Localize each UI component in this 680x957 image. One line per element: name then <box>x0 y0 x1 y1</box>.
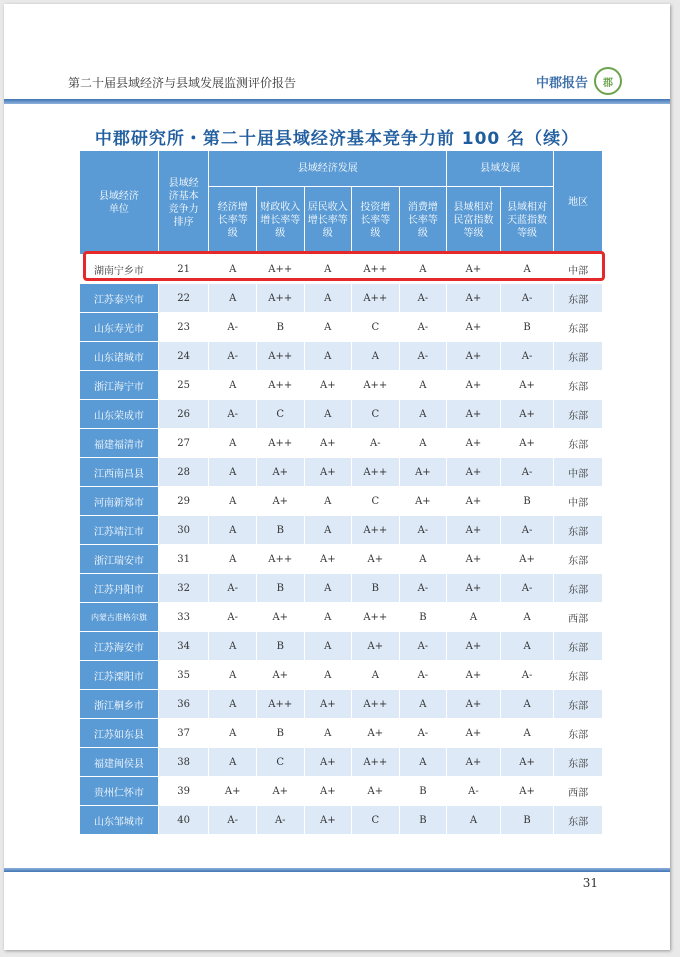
cell-wealth: A <box>447 603 501 632</box>
cell-invest: A+ <box>352 545 400 574</box>
cell-econ: A <box>209 545 257 574</box>
cell-rank: 35 <box>158 661 209 690</box>
cell-invest: B <box>352 574 400 603</box>
cell-consume: A- <box>399 342 447 371</box>
table-row <box>80 806 603 835</box>
cell-invest: C <box>352 806 400 835</box>
cell-econ: A- <box>209 400 257 429</box>
cell-region: 西部 <box>554 603 603 632</box>
cell-region: 东部 <box>554 429 603 458</box>
cell-wealth: A+ <box>447 574 501 603</box>
cell-income: A+ <box>304 371 352 400</box>
cell-region: 东部 <box>554 516 603 545</box>
cell-region: 东部 <box>554 313 603 342</box>
table-row <box>80 574 603 603</box>
cell-region: 东部 <box>554 690 603 719</box>
cell-rank: 27 <box>158 429 209 458</box>
cell-invest: A++ <box>352 748 400 777</box>
cell-invest: A++ <box>352 690 400 719</box>
cell-fiscal: B <box>256 574 304 603</box>
cell-rank: 39 <box>158 777 209 806</box>
cell-econ: A- <box>209 603 257 632</box>
cell-unit: 江苏泰兴市 <box>80 284 159 313</box>
cell-fiscal: C <box>256 748 304 777</box>
cell-rank: 38 <box>158 748 209 777</box>
cell-invest: A++ <box>352 458 400 487</box>
cell-invest: C <box>352 487 400 516</box>
cell-invest: A++ <box>352 371 400 400</box>
table-row <box>80 342 603 371</box>
cell-invest: A++ <box>352 284 400 313</box>
cell-econ: A <box>209 748 257 777</box>
col-header-unit: 县域经济单位 <box>80 151 159 255</box>
cell-unit: 山东寿光市 <box>80 313 159 342</box>
cell-fiscal: A+ <box>256 487 304 516</box>
cell-income: A <box>304 400 352 429</box>
cell-income: A <box>304 574 352 603</box>
cell-income: A+ <box>304 429 352 458</box>
cell-unit: 浙江桐乡市 <box>80 690 159 719</box>
cell-econ: A <box>209 255 257 284</box>
cell-income: A+ <box>304 748 352 777</box>
cell-income: A <box>304 255 352 284</box>
cell-consume: A+ <box>399 458 447 487</box>
cell-sky: A <box>500 632 554 661</box>
table-row <box>80 371 603 400</box>
cell-wealth: A+ <box>447 342 501 371</box>
cell-unit: 江西南昌县 <box>80 458 159 487</box>
cell-unit: 湖南宁乡市 <box>80 255 159 284</box>
cell-consume: A <box>399 748 447 777</box>
cell-unit: 山东诸城市 <box>80 342 159 371</box>
cell-region: 中部 <box>554 487 603 516</box>
cell-invest: A <box>352 342 400 371</box>
col-header-region: 地区 <box>554 151 603 255</box>
cell-fiscal: A++ <box>256 429 304 458</box>
cell-fiscal: A++ <box>256 371 304 400</box>
cell-rank: 24 <box>158 342 209 371</box>
cell-wealth: A+ <box>447 661 501 690</box>
cell-wealth: A+ <box>447 748 501 777</box>
table-row <box>80 690 603 719</box>
cell-sky: B <box>500 313 554 342</box>
cell-rank: 21 <box>158 255 209 284</box>
cell-fiscal: C <box>256 400 304 429</box>
cell-econ: A <box>209 690 257 719</box>
cell-consume: A <box>399 690 447 719</box>
cell-wealth: A+ <box>447 719 501 748</box>
cell-income: A <box>304 516 352 545</box>
cell-sky: A <box>500 690 554 719</box>
cell-consume: A- <box>399 719 447 748</box>
group-header-dev: 县域发展 <box>447 151 554 187</box>
cell-income: A+ <box>304 777 352 806</box>
cell-rank: 25 <box>158 371 209 400</box>
cell-rank: 34 <box>158 632 209 661</box>
cell-income: A <box>304 313 352 342</box>
cell-sky: A- <box>500 516 554 545</box>
cell-econ: A- <box>209 806 257 835</box>
cell-rank: 30 <box>158 516 209 545</box>
cell-consume: A <box>399 429 447 458</box>
cell-sky: B <box>500 806 554 835</box>
cell-consume: A <box>399 545 447 574</box>
cell-rank: 28 <box>158 458 209 487</box>
cell-consume: B <box>399 603 447 632</box>
table-row <box>80 632 603 661</box>
cell-sky: A+ <box>500 545 554 574</box>
cell-region: 西部 <box>554 777 603 806</box>
cell-region: 东部 <box>554 400 603 429</box>
cell-sky: A- <box>500 284 554 313</box>
cell-fiscal: A+ <box>256 458 304 487</box>
cell-income: A <box>304 603 352 632</box>
col-header-econ-growth: 经济增长率等级 <box>209 187 257 255</box>
cell-invest: A+ <box>352 719 400 748</box>
table-title: 中郡研究所・第二十届县域经济基本竞争力前 100 名（续） <box>94 129 580 149</box>
cell-invest: A+ <box>352 777 400 806</box>
cell-income: A+ <box>304 690 352 719</box>
cell-region: 东部 <box>554 806 603 835</box>
cell-wealth: A+ <box>447 313 501 342</box>
cell-econ: A <box>209 284 257 313</box>
cell-region: 东部 <box>554 574 603 603</box>
cell-consume: A <box>399 371 447 400</box>
table-row <box>80 255 603 284</box>
cell-income: A <box>304 342 352 371</box>
cell-income: A <box>304 661 352 690</box>
cell-wealth: A+ <box>447 545 501 574</box>
table-row <box>80 777 603 806</box>
cell-fiscal: B <box>256 632 304 661</box>
cell-unit: 江苏靖江市 <box>80 516 159 545</box>
cell-sky: A- <box>500 661 554 690</box>
table-row <box>80 400 603 429</box>
cell-region: 中部 <box>554 458 603 487</box>
col-header-income-growth: 居民收入增长率等级 <box>304 187 352 255</box>
col-header-invest-growth: 投资增长率等级 <box>352 187 400 255</box>
footer-rule <box>4 868 670 872</box>
cell-wealth: A+ <box>447 371 501 400</box>
header-rule <box>4 99 670 104</box>
cell-unit: 江苏如东县 <box>80 719 159 748</box>
cell-rank: 32 <box>158 574 209 603</box>
table-row <box>80 719 603 748</box>
cell-wealth: A+ <box>447 632 501 661</box>
cell-econ: A+ <box>209 777 257 806</box>
cell-region: 中部 <box>554 255 603 284</box>
cell-wealth: A+ <box>447 690 501 719</box>
cell-rank: 23 <box>158 313 209 342</box>
cell-sky: A <box>500 255 554 284</box>
cell-region: 东部 <box>554 284 603 313</box>
cell-region: 东部 <box>554 545 603 574</box>
cell-econ: A <box>209 661 257 690</box>
cell-region: 东部 <box>554 748 603 777</box>
cell-wealth: A <box>447 806 501 835</box>
cell-invest: C <box>352 313 400 342</box>
table-row <box>80 487 603 516</box>
cell-econ: A <box>209 516 257 545</box>
col-header-fiscal-growth: 财政收入增长率等级 <box>256 187 304 255</box>
brand-name: 中郡报告 <box>535 75 588 91</box>
cell-rank: 22 <box>158 284 209 313</box>
cell-rank: 36 <box>158 690 209 719</box>
cell-fiscal: A++ <box>256 255 304 284</box>
cell-region: 东部 <box>554 342 603 371</box>
cell-consume: A- <box>399 632 447 661</box>
cell-fiscal: A++ <box>256 342 304 371</box>
cell-fiscal: B <box>256 719 304 748</box>
cell-consume: A- <box>399 284 447 313</box>
cell-wealth: A+ <box>447 284 501 313</box>
cell-fiscal: A++ <box>256 690 304 719</box>
cell-unit: 浙江海宁市 <box>80 371 159 400</box>
cell-unit: 江苏溧阳市 <box>80 661 159 690</box>
cell-region: 东部 <box>554 371 603 400</box>
cell-econ: A- <box>209 574 257 603</box>
cell-sky: A+ <box>500 400 554 429</box>
cell-invest: A+ <box>352 632 400 661</box>
cell-rank: 26 <box>158 400 209 429</box>
cell-region: 东部 <box>554 632 603 661</box>
cell-rank: 37 <box>158 719 209 748</box>
cell-fiscal: B <box>256 313 304 342</box>
table-row <box>80 429 603 458</box>
cell-consume: A+ <box>399 487 447 516</box>
cell-consume: A- <box>399 516 447 545</box>
cell-wealth: A- <box>447 777 501 806</box>
cell-consume: B <box>399 777 447 806</box>
cell-wealth: A+ <box>447 516 501 545</box>
cell-wealth: A+ <box>447 429 501 458</box>
cell-consume: A- <box>399 661 447 690</box>
cell-unit: 浙江瑞安市 <box>80 545 159 574</box>
cell-sky: A+ <box>500 371 554 400</box>
col-header-consume-growth: 消费增长率等级 <box>399 187 447 255</box>
document-page <box>4 4 670 950</box>
cell-invest: A++ <box>352 603 400 632</box>
cell-fiscal: B <box>256 516 304 545</box>
cell-unit: 福建福清市 <box>80 429 159 458</box>
cell-fiscal: A+ <box>256 661 304 690</box>
cell-econ: A <box>209 719 257 748</box>
cell-unit: 山东荣成市 <box>80 400 159 429</box>
cell-income: A <box>304 284 352 313</box>
cell-econ: A- <box>209 313 257 342</box>
cell-rank: 40 <box>158 806 209 835</box>
cell-econ: A <box>209 429 257 458</box>
cell-sky: A <box>500 719 554 748</box>
cell-unit: 江苏丹阳市 <box>80 574 159 603</box>
cell-income: A <box>304 632 352 661</box>
table-row <box>80 458 603 487</box>
table-row <box>80 516 603 545</box>
cell-income: A+ <box>304 806 352 835</box>
table-row <box>80 748 603 777</box>
cell-income: A+ <box>304 545 352 574</box>
brand-logo-icon: 郡 <box>594 67 622 95</box>
cell-sky: A+ <box>500 748 554 777</box>
cell-sky: A- <box>500 342 554 371</box>
cell-fiscal: A++ <box>256 284 304 313</box>
cell-income: A <box>304 487 352 516</box>
cell-sky: B <box>500 487 554 516</box>
table-row <box>80 313 603 342</box>
cell-unit: 江苏海安市 <box>80 632 159 661</box>
cell-unit: 内蒙古准格尔旗 <box>80 603 159 632</box>
cell-wealth: A+ <box>447 255 501 284</box>
cell-rank: 29 <box>158 487 209 516</box>
cell-fiscal: A+ <box>256 603 304 632</box>
cell-econ: A <box>209 371 257 400</box>
cell-consume: A- <box>399 313 447 342</box>
col-header-wealth-index: 县域相对民富指数等级 <box>447 187 501 255</box>
table-row <box>80 661 603 690</box>
cell-invest: A- <box>352 429 400 458</box>
table-row <box>80 284 603 313</box>
cell-consume: A- <box>399 574 447 603</box>
cell-wealth: A+ <box>447 400 501 429</box>
cell-econ: A- <box>209 342 257 371</box>
cell-sky: A+ <box>500 777 554 806</box>
cell-income: A <box>304 719 352 748</box>
cell-unit: 山东邹城市 <box>80 806 159 835</box>
page-number: 31 <box>582 876 598 890</box>
cell-econ: A <box>209 487 257 516</box>
cell-sky: A- <box>500 458 554 487</box>
cell-unit: 河南新郑市 <box>80 487 159 516</box>
cell-econ: A <box>209 632 257 661</box>
cell-unit: 贵州仁怀市 <box>80 777 159 806</box>
col-header-rank: 县域经济基本竞争力排序 <box>158 151 209 255</box>
cell-econ: A <box>209 458 257 487</box>
cell-fiscal: A- <box>256 806 304 835</box>
cell-region: 东部 <box>554 661 603 690</box>
cell-fiscal: A+ <box>256 777 304 806</box>
cell-invest: A <box>352 661 400 690</box>
col-header-sky-index: 县域相对天蓝指数等级 <box>500 187 554 255</box>
cell-wealth: A+ <box>447 458 501 487</box>
table-row <box>80 603 603 632</box>
cell-sky: A- <box>500 574 554 603</box>
cell-unit: 福建闽侯县 <box>80 748 159 777</box>
cell-fiscal: A++ <box>256 545 304 574</box>
cell-rank: 33 <box>158 603 209 632</box>
cell-invest: A++ <box>352 255 400 284</box>
cell-consume: A <box>399 255 447 284</box>
table-row <box>80 545 603 574</box>
report-header-title: 第二十届县域经济与县域发展监测评价报告 <box>68 76 297 90</box>
cell-region: 东部 <box>554 719 603 748</box>
cell-income: A+ <box>304 458 352 487</box>
brand <box>536 67 622 95</box>
cell-wealth: A+ <box>447 487 501 516</box>
cell-sky: A+ <box>500 429 554 458</box>
cell-consume: B <box>399 806 447 835</box>
group-header-econ: 县域经济发展 <box>209 151 447 187</box>
cell-consume: A <box>399 400 447 429</box>
cell-invest: A++ <box>352 516 400 545</box>
cell-sky: A <box>500 603 554 632</box>
cell-rank: 31 <box>158 545 209 574</box>
ranking-table <box>79 150 603 835</box>
cell-invest: C <box>352 400 400 429</box>
